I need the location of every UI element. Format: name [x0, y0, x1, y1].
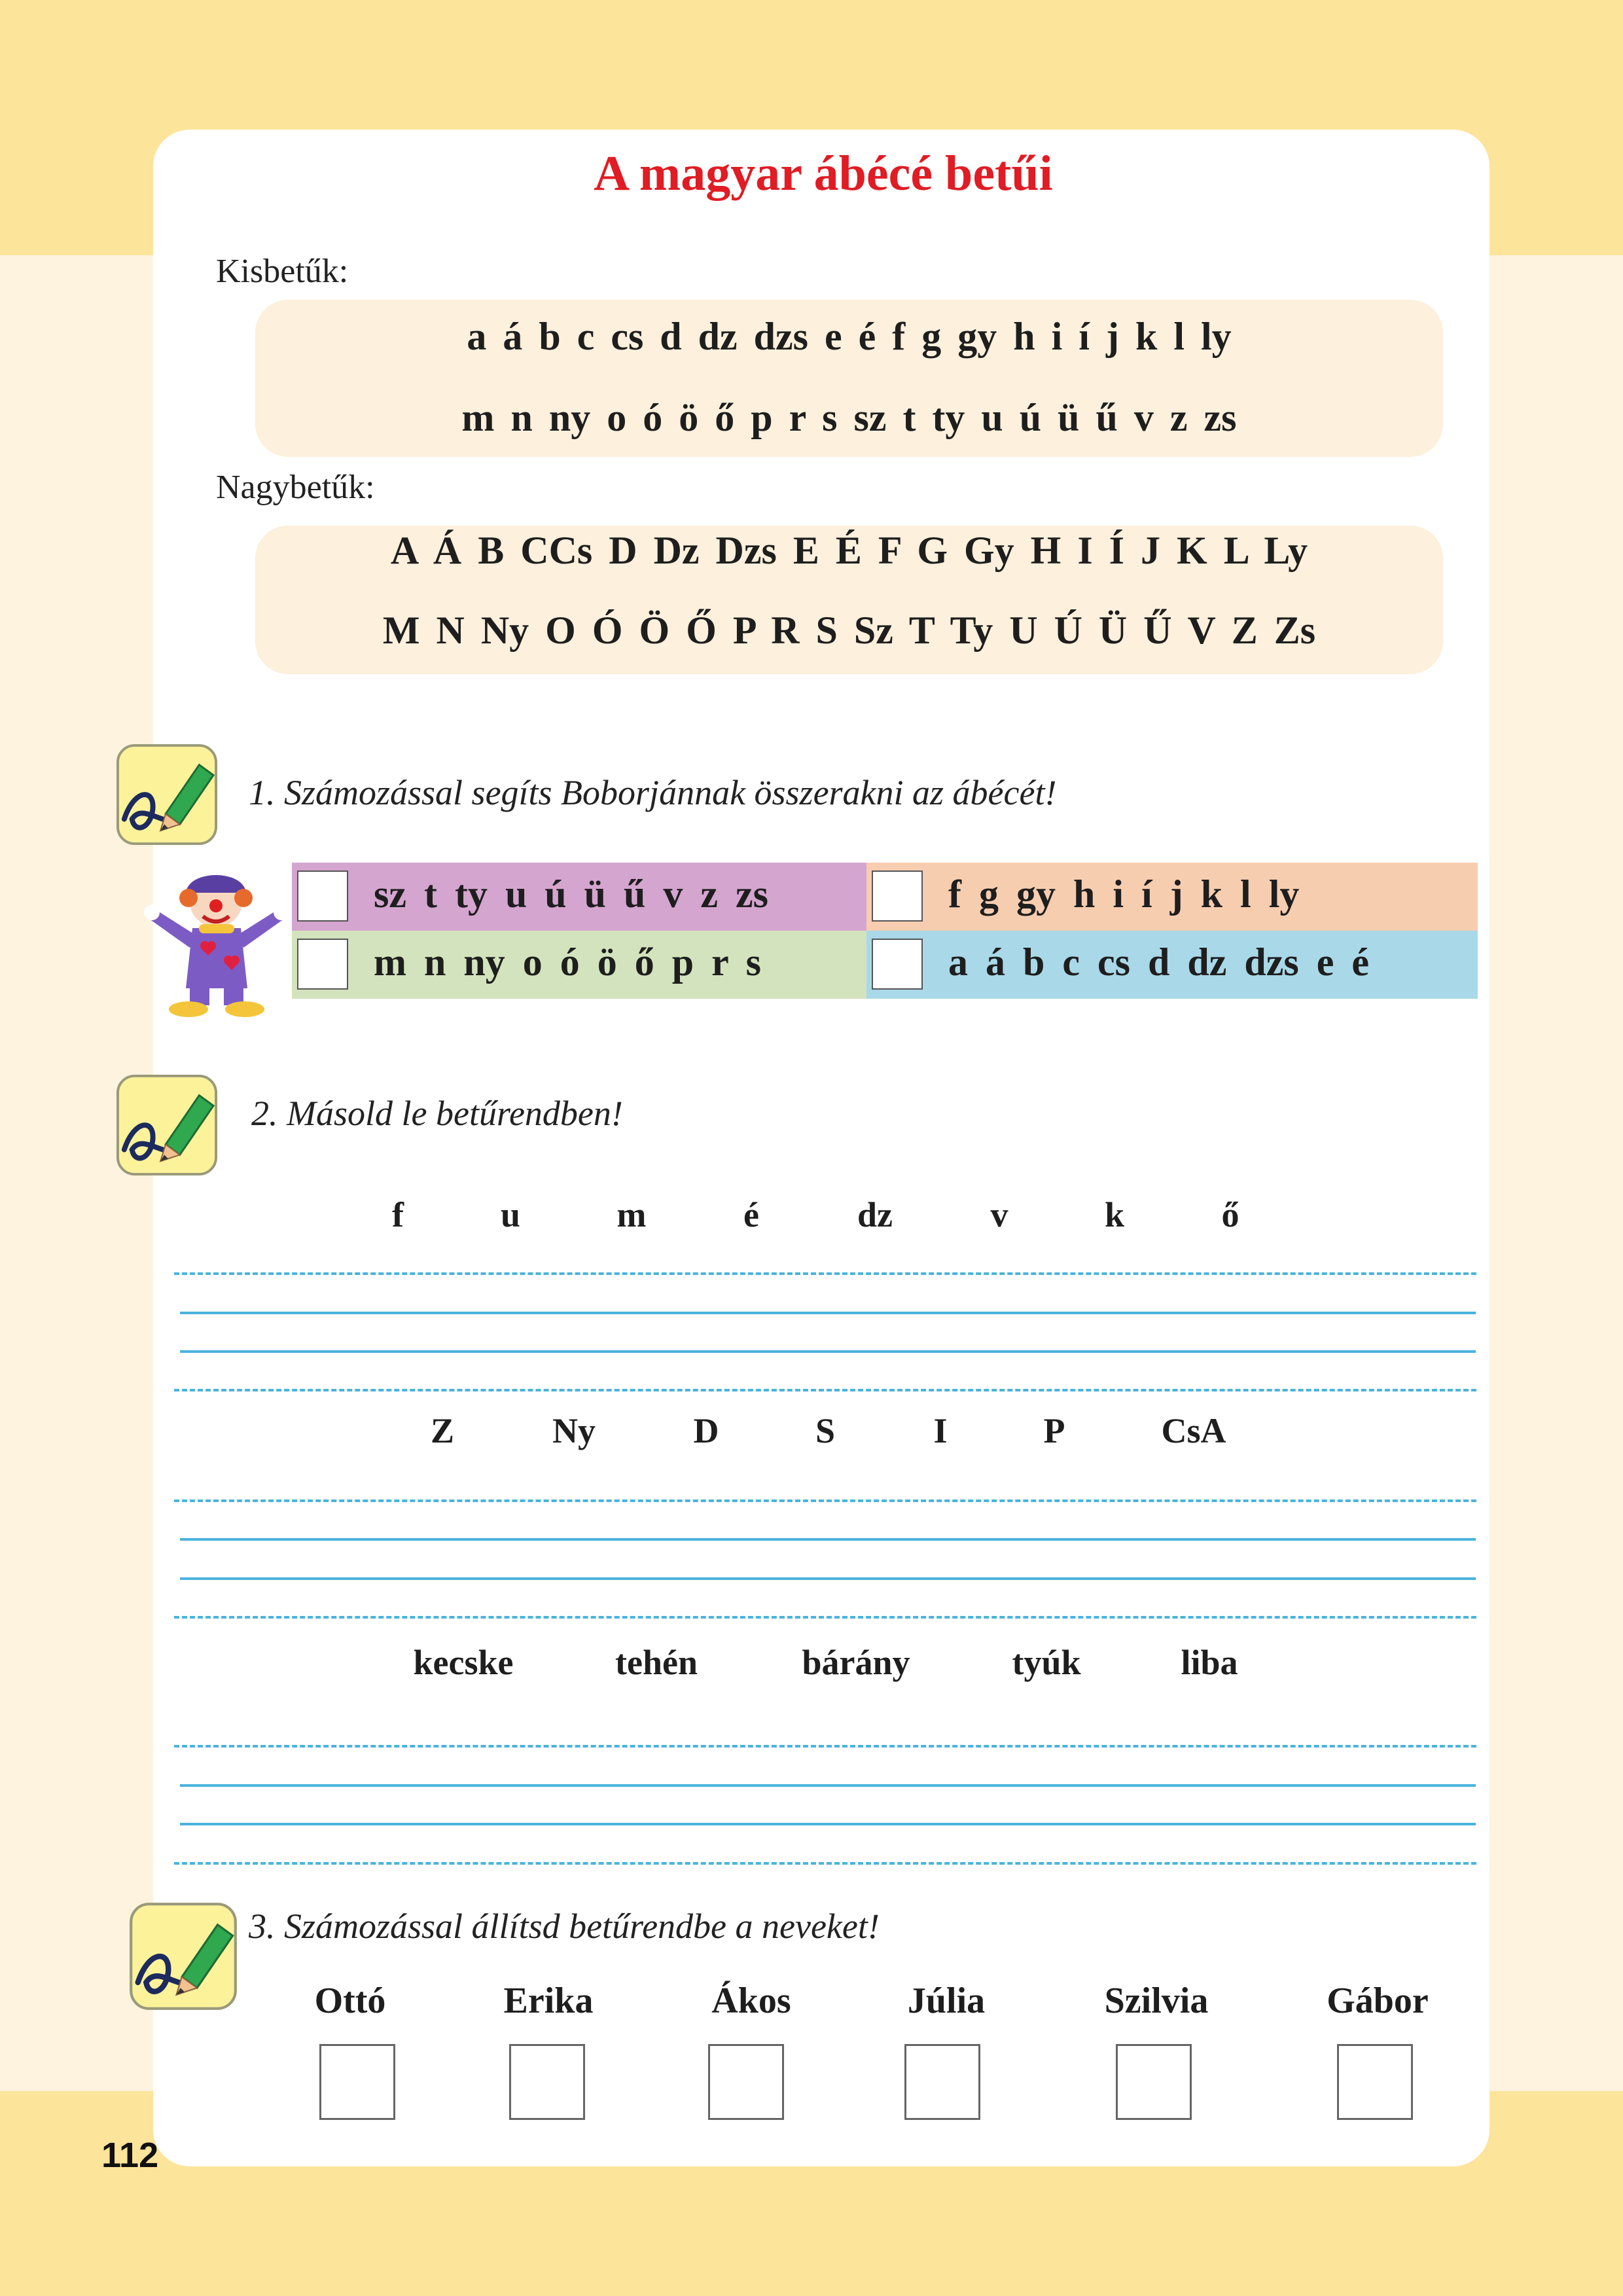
task3-answer-box[interactable] — [904, 2044, 980, 2120]
task2-row3-item: tehén — [615, 1643, 698, 1682]
task2-row2-item: S — [815, 1411, 836, 1450]
writing-line-dashed — [174, 1745, 1476, 1748]
task1-cell-1 — [292, 863, 866, 931]
lowercase-panel — [255, 300, 1443, 457]
writing-line-dashed — [174, 1499, 1476, 1502]
task2-row1-item: dz — [857, 1195, 893, 1234]
task2-row3-item: kecske — [413, 1643, 514, 1682]
task3-answer-box[interactable] — [509, 2044, 585, 2120]
lowercase-row-1: a á b c cs d dz dzs e é f g gy h i í j k l ly — [467, 315, 1232, 358]
task2-row3-item: bárány — [802, 1643, 910, 1682]
task1-cell-4-letters: a á b c cs d dz dzs e é — [948, 941, 1369, 984]
task1-answer-box-4[interactable] — [872, 939, 923, 990]
task2-row2-item: I — [933, 1411, 948, 1450]
task3-name: Gábor — [1327, 1981, 1429, 2021]
writing-line-dashed — [174, 1389, 1476, 1391]
writing-line-dashed — [174, 1272, 1476, 1275]
task2-row1-item: f — [392, 1195, 404, 1234]
task2-row1-item: v — [990, 1195, 1008, 1234]
task2-row2-item: Ny — [552, 1411, 596, 1450]
task2-instruction: 2. Másold le betűrendben! — [251, 1094, 623, 1133]
writing-line-solid — [180, 1577, 1476, 1580]
task1-cell-3 — [292, 931, 866, 999]
task3-answer-box[interactable] — [708, 2044, 784, 2120]
page-number: 112 — [101, 2136, 159, 2175]
task3-name: Ákos — [711, 1981, 791, 2021]
task3-instruction: 3. Számozással állítsd betűrendbe a neveket! — [249, 1907, 880, 1946]
uppercase-row-1: A Á B CCs D Dz Dzs E É F G Gy H I Í J K L Ly — [390, 529, 1308, 572]
page-title: A magyar ábécé betűi — [594, 146, 1053, 201]
lowercase-label: Kisbetűk: — [216, 253, 349, 290]
writing-line-solid — [180, 1350, 1476, 1353]
task1-cell-1-letters: sz t ty u ú ü ű v z zs — [374, 872, 769, 916]
task2-row2-item: D — [693, 1411, 719, 1450]
task3-answer-box[interactable] — [1116, 2044, 1192, 2120]
task3-name: Ottó — [314, 1981, 386, 2021]
pencil-writing-icon — [115, 1073, 219, 1177]
pencil-writing-icon — [115, 743, 219, 846]
writing-line-solid — [180, 1538, 1476, 1541]
task1-answer-box-2[interactable] — [872, 870, 923, 922]
task1-answer-box-3[interactable] — [297, 939, 348, 990]
task3-name: Erika — [503, 1981, 594, 2021]
task3-answer-box[interactable] — [1337, 2044, 1413, 2120]
writing-line-dashed — [174, 1862, 1476, 1865]
task1-cell-2 — [866, 863, 1478, 931]
task2-row1-item: ő — [1221, 1195, 1240, 1234]
task1-instruction: 1. Számozással segíts Boborjánnak összerakni az ábécét! — [249, 773, 1057, 812]
task3-name: Szilvia — [1104, 1981, 1209, 2021]
task2-row1-item: k — [1104, 1195, 1125, 1234]
task3-name: Júlia — [907, 1981, 986, 2021]
uppercase-panel — [255, 526, 1443, 674]
writing-line-solid — [180, 1312, 1476, 1314]
pencil-writing-icon — [128, 1901, 238, 2011]
task2-row2-item: P — [1043, 1411, 1065, 1450]
task1-cell-2-letters: f g gy h i í j k l ly — [948, 872, 1300, 916]
task2-row3-item: liba — [1181, 1643, 1238, 1682]
task1-answer-box-1[interactable] — [297, 870, 348, 922]
writing-line-solid — [180, 1784, 1476, 1787]
task1-cell-4 — [866, 931, 1478, 999]
task2-row2-item: Z — [430, 1411, 455, 1450]
writing-line-solid — [180, 1823, 1476, 1825]
task2-row1-item: é — [743, 1195, 759, 1234]
writing-line-dashed — [174, 1616, 1476, 1619]
task2-row1-item: u — [500, 1195, 521, 1234]
uppercase-row-2: M N Ny O Ó Ö Ő P R S Sz T Ty U Ú Ü Ű V Z Zs — [382, 609, 1316, 652]
task3-answer-box[interactable] — [319, 2044, 395, 2120]
task2-row1-item: m — [616, 1195, 647, 1234]
task2-row3-item: tyúk — [1012, 1643, 1081, 1682]
task2-row2-item: CsA — [1161, 1411, 1226, 1450]
clown-illustration — [143, 864, 290, 1021]
task1-cell-3-letters: m n ny o ó ö ő p r s — [374, 941, 761, 984]
uppercase-label: Nagybetűk: — [216, 469, 375, 506]
lowercase-row-2: m n ny o ó ö ő p r s sz t ty u ú ü ű v z zs — [461, 396, 1237, 439]
